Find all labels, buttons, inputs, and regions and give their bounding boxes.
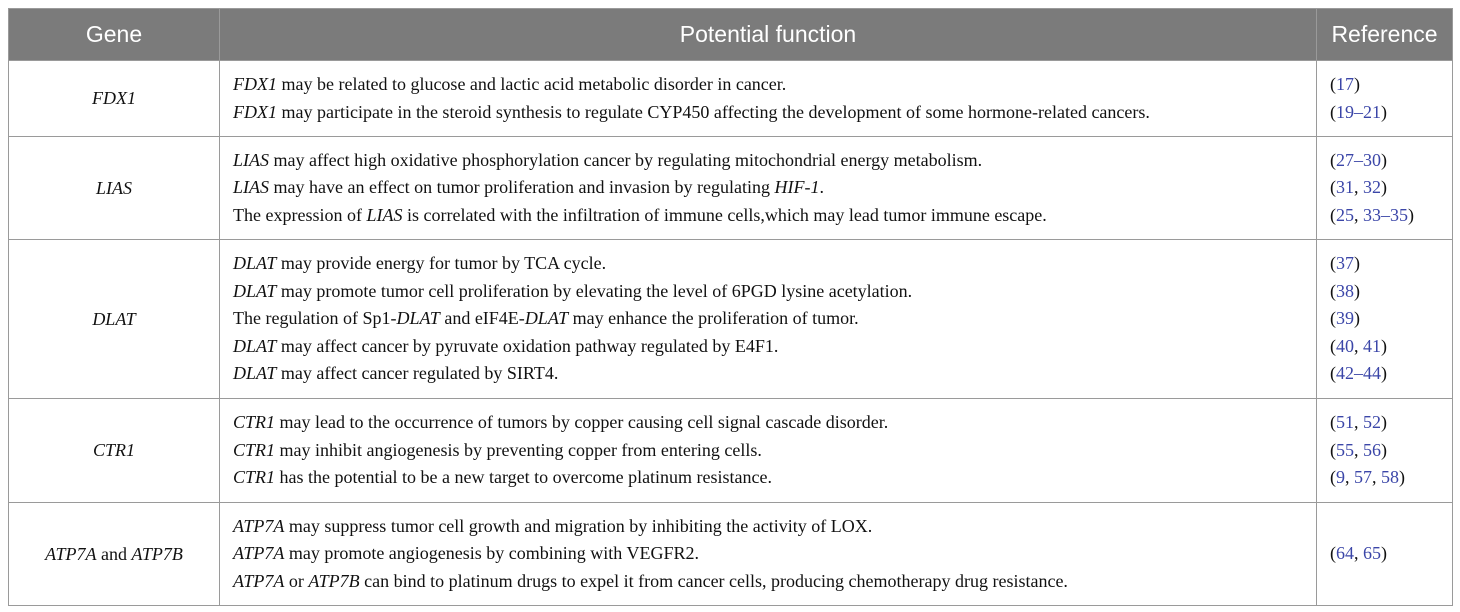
citation-link[interactable]: 27–30 [1336, 149, 1381, 170]
reference-cell [1317, 240, 1453, 399]
function-text: may participate in the steroid synthesis to regulate CYP450 affecting the development of some hormone-related cancers. [277, 101, 1150, 122]
citation-link[interactable]: 31 [1336, 177, 1354, 198]
citation-link[interactable]: 64 [1336, 543, 1354, 564]
reference-line: (19–21) [1330, 101, 1387, 122]
function-line [233, 540, 1316, 568]
reference-line: (37) [1330, 253, 1360, 274]
function-cell [220, 503, 1317, 606]
function-cell [220, 137, 1317, 240]
reference-cell [1317, 503, 1453, 606]
function-text: or [284, 570, 309, 591]
function-text: The regulation of Sp1- [233, 308, 397, 329]
function-text: may lead to the occurrence of tumors by copper causing cell signal cascade disorder. [275, 412, 889, 433]
reference-line: (64, 65) [1330, 543, 1387, 564]
function-line [233, 202, 1316, 230]
function-line [233, 464, 1316, 492]
function-text: may promote angiogenesis by combining with VEGFR2. [284, 543, 699, 564]
citation-link[interactable]: 52 [1363, 412, 1381, 433]
gene-mention: ATP7A [233, 570, 285, 591]
function-text: can bind to platinum drugs to expel it from cancer cells, producing chemotherapy drug resistance. [359, 570, 1068, 591]
citation-link[interactable]: 40 [1336, 335, 1354, 356]
function-text: and eIF4E- [439, 308, 525, 329]
gene-cell [9, 137, 220, 240]
gene-mention: CTR1 [233, 467, 276, 488]
reference-line: (38) [1330, 280, 1360, 301]
gene-mention: LIAS [366, 204, 403, 225]
citation-link[interactable]: 56 [1363, 439, 1381, 460]
gene-conjunction: and [96, 543, 132, 564]
reference-cell [1317, 399, 1453, 503]
citation-link[interactable]: 39 [1336, 308, 1354, 329]
gene-mention: ATP7A [233, 515, 285, 536]
header-function: Potential function [220, 9, 1317, 61]
gene-name: FDX1 [92, 88, 136, 108]
citation-link[interactable]: 42–44 [1336, 363, 1381, 384]
function-line [233, 174, 1316, 202]
citation-link[interactable]: 41 [1363, 335, 1381, 356]
gene-mention: FDX1 [233, 74, 277, 94]
function-cell [220, 240, 1317, 399]
table-row [9, 240, 1453, 399]
gene-mention: ATP7A [233, 543, 285, 564]
reference-line: (25, 33–35) [1330, 204, 1414, 225]
citation-link[interactable]: 32 [1363, 177, 1381, 198]
function-text: is correlated with the infiltration of immune cells,which may lead tumor immune escape. [402, 204, 1047, 225]
citation-link[interactable]: 51 [1336, 412, 1354, 433]
gene-mention: LIAS [233, 149, 269, 170]
function-line [233, 278, 1316, 306]
gene-mention: CTR1 [233, 412, 276, 433]
function-line [233, 409, 1316, 437]
gene-mention: LIAS [233, 177, 269, 198]
function-text: may affect cancer regulated by SIRT4. [276, 363, 559, 384]
function-text: may affect cancer by pyruvate oxidation pathway regulated by E4F1. [276, 335, 779, 356]
function-line [233, 568, 1316, 596]
reference-line: (42–44) [1330, 363, 1387, 384]
citation-link[interactable]: 38 [1336, 280, 1354, 301]
function-cell [220, 61, 1317, 137]
reference-line: (51, 52) [1330, 412, 1387, 433]
gene-name: LIAS [96, 177, 132, 198]
gene-name: CTR1 [92, 440, 135, 460]
gene-mention: HIF-1 [774, 177, 820, 198]
gene-mention: DLAT [233, 253, 277, 274]
gene-name: DLAT [92, 308, 136, 329]
gene-name: ATP7A [45, 543, 97, 564]
gene-cell [9, 399, 220, 503]
gene-cell [9, 503, 220, 606]
function-line [233, 437, 1316, 465]
citation-link[interactable]: 58 [1381, 467, 1399, 488]
gene-mention: DLAT [233, 335, 277, 356]
gene-mention: CTR1 [233, 439, 276, 460]
citation-link[interactable]: 17 [1336, 74, 1354, 94]
reference-line: (17) [1330, 74, 1360, 94]
function-text: may have an effect on tumor proliferation and invasion by regulating [269, 177, 775, 198]
function-line [233, 513, 1316, 541]
gene-name: ATP7B [131, 543, 183, 564]
gene-mention: DLAT [524, 308, 569, 329]
function-line [233, 99, 1316, 127]
citation-link[interactable]: 65 [1363, 543, 1381, 564]
gene-function-table [8, 8, 1453, 606]
citation-link[interactable]: 33–35 [1363, 204, 1408, 225]
gene-mention: FDX1 [233, 101, 277, 122]
function-text: may promote tumor cell proliferation by elevating the level of 6PGD lysine acetylation. [276, 280, 913, 301]
function-text: may provide energy for tumor by TCA cycle. [276, 253, 607, 274]
function-text: may be related to glucose and lactic acid metabolic disorder in cancer. [277, 74, 787, 94]
function-line [233, 250, 1316, 278]
function-cell [220, 399, 1317, 503]
function-line [233, 333, 1316, 361]
header-reference: Reference [1317, 9, 1453, 61]
gene-mention: DLAT [233, 280, 277, 301]
function-text: may inhibit angiogenesis by preventing copper from entering cells. [275, 439, 762, 460]
header-row [9, 9, 1453, 61]
citation-link[interactable]: 9 [1336, 467, 1345, 488]
function-text: . [819, 177, 824, 198]
citation-link[interactable]: 55 [1336, 439, 1354, 460]
citation-link[interactable]: 25 [1336, 204, 1354, 225]
table-row [9, 503, 1453, 606]
function-line [233, 360, 1316, 388]
gene-mention: DLAT [233, 363, 277, 384]
citation-link[interactable]: 37 [1336, 253, 1354, 274]
function-text: The expression of [233, 204, 367, 225]
header-gene: Gene [9, 9, 220, 61]
citation-link[interactable]: 57 [1354, 467, 1372, 488]
reference-line: (55, 56) [1330, 439, 1387, 460]
reference-line: (31, 32) [1330, 177, 1387, 198]
function-text: may suppress tumor cell growth and migration by inhibiting the activity of LOX. [284, 515, 873, 536]
gene-mention: DLAT [396, 308, 440, 329]
gene-cell [9, 240, 220, 399]
function-text: may enhance the proliferation of tumor. [568, 308, 859, 329]
function-text: may affect high oxidative phosphorylation cancer by regulating mitochondrial energy metabolism. [269, 149, 983, 170]
table-row [9, 61, 1453, 137]
citation-link[interactable]: 19–21 [1336, 101, 1381, 122]
reference-cell [1317, 137, 1453, 240]
function-line [233, 305, 1316, 333]
table-row [9, 399, 1453, 503]
function-text: has the potential to be a new target to overcome platinum resistance. [275, 467, 773, 488]
function-line [233, 71, 1316, 99]
reference-line: (40, 41) [1330, 335, 1387, 356]
gene-cell [9, 61, 220, 137]
reference-line: (27–30) [1330, 149, 1387, 170]
gene-mention: ATP7B [308, 570, 360, 591]
table-row [9, 137, 1453, 240]
reference-line: (39) [1330, 308, 1360, 329]
reference-line: (9, 57, 58) [1330, 467, 1405, 488]
reference-cell [1317, 61, 1453, 137]
function-line [233, 147, 1316, 175]
